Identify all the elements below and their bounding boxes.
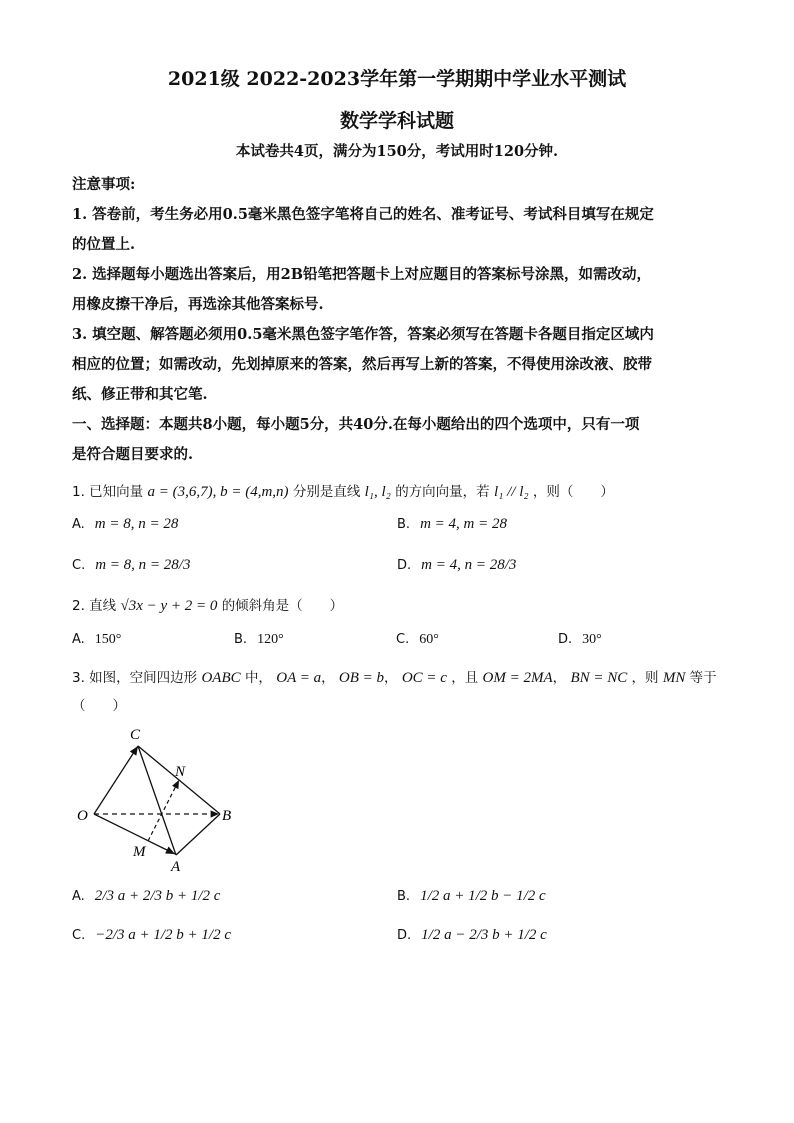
q3-option-d[interactable] [397, 921, 722, 950]
option-label: C. [72, 928, 86, 943]
option-text: m = 4, m = 28 [420, 516, 507, 532]
q1-options-row2 [72, 551, 722, 580]
option-label: A. [72, 632, 85, 647]
option-label: C. [396, 632, 410, 647]
section1-line1: 一、选择题：本题共8小题，每小题5分，共40分.在每小题给出的四个选项中，只有一项 [72, 416, 640, 433]
option-label: D. [558, 632, 573, 647]
q1-text-b: 分别是直线 [292, 484, 361, 500]
q2-option-c[interactable] [396, 626, 558, 654]
option-text: 120° [257, 632, 284, 647]
q2-text-a: 2. 直线 [72, 598, 117, 614]
label-a: A [171, 859, 181, 874]
notes-item3-line2: 相应的位置；如需改动，先划掉原来的答案，然后再写上新的答案，不得使用涂改液、胶带 [72, 356, 652, 373]
label-n: N [175, 764, 186, 780]
notes-item3-line3: 纸、修正带和其它笔. [72, 386, 208, 403]
q1-option-c[interactable] [72, 551, 397, 580]
q1-formula: a = (3,6,7), b = (4,m,n) [147, 484, 289, 500]
notes-heading: 注意事项: [72, 176, 136, 193]
q3-options-row2 [72, 921, 722, 950]
q1-lines: l₁, l₂ [364, 484, 391, 500]
q1-text-c: 的方向向量，若 [395, 484, 490, 500]
label-m: M [133, 844, 146, 860]
option-label: B. [397, 517, 411, 532]
option-label: A. [72, 889, 85, 904]
label-o: O [77, 808, 88, 824]
notes-item2-line2: 用橡皮擦干净后，再选涂其他答案标号. [72, 296, 324, 313]
edge-ab [176, 814, 220, 855]
option-text: 30° [582, 632, 602, 647]
option-text: 150° [94, 632, 122, 647]
option-label: D. [397, 558, 412, 573]
q2-option-a[interactable] [72, 626, 234, 654]
q3-target: MN [662, 670, 686, 686]
q3-text-b: 中， [244, 670, 272, 686]
option-text: 2/3 a + 2/3 b + 1/2 c [94, 888, 221, 904]
option-label: C. [72, 558, 86, 573]
notes-item3-line1: 3. 填空题、解答题必须用0.5毫米黑色签字笔作答，答案必须写在答题卡各题目指定区域内 [72, 326, 654, 343]
exam-subtitle: 本试卷共4页，满分为150分，考试用时120分钟. [235, 143, 559, 160]
option-label: A. [72, 517, 85, 532]
option-text: 1/2 a − 2/3 b + 1/2 c [421, 927, 547, 943]
q1-option-b[interactable] [397, 510, 722, 539]
q1-option-d[interactable] [397, 551, 722, 580]
notes-item2-line1: 2. 选择题每小题选出答案后，用2B铅笔把答题卡上对应题目的答案标号涂黑，如需改动， [72, 266, 652, 283]
q3-text-a: 3. 如图，空间四边形 [72, 670, 198, 686]
q3-text-e: 等于 [689, 670, 717, 686]
q1-options-row1 [72, 510, 722, 539]
q2-formula: √3x − y + 2 = 0 [120, 598, 218, 614]
q2-options-row [72, 626, 722, 654]
q2-option-d[interactable] [558, 626, 720, 654]
q3-option-a[interactable] [72, 882, 397, 911]
option-text: m = 8, n = 28/3 [95, 557, 191, 573]
q1-text-d: ，则（ ） [532, 484, 614, 500]
q3-paren: （ ） [72, 698, 126, 714]
label-b: B [222, 808, 232, 824]
section1-line2: 是符合题目要求的. [72, 446, 194, 463]
exam-title-line1: 2021级 2022-2023学年第一学期期中学业水平测试 [167, 68, 627, 90]
option-label: D. [397, 928, 412, 943]
q3-cond2: BN = NC [570, 670, 628, 686]
notes-item1-line1: 1. 答卷前，考生务必用0.5毫米黑色签字笔将自己的姓名、准考证号、考试科目填写在规定 [72, 206, 654, 223]
option-text: −2/3 a + 1/2 b + 1/2 c [95, 927, 231, 943]
option-text: 1/2 a + 1/2 b − 1/2 c [420, 888, 546, 904]
q2-text-b: 的倾斜角是（ ） [221, 598, 344, 614]
option-text: m = 4, n = 28/3 [421, 557, 517, 573]
q3-option-c[interactable] [72, 921, 397, 950]
question-1-stem [72, 478, 722, 506]
q1-condition: l₁ // l₂ [493, 484, 529, 500]
question-2-stem [72, 592, 722, 620]
notes-item1-line2: 的位置上. [72, 236, 136, 253]
q3-text-c: ，且 [451, 670, 479, 686]
exam-title-line2: 数学学科试题 [339, 110, 454, 132]
q3-vector-ob: OB = b [338, 670, 385, 686]
option-label: B. [234, 632, 248, 647]
label-c: C [130, 727, 141, 743]
q2-option-b[interactable] [234, 626, 396, 654]
question-3-stem: 3. 如图，空间四边形 OABC 中， OA = a， OB = b， OC = c ，且 OM = 2MA， BN = NC ，则 MN 等于 [72, 670, 717, 686]
q3-options-row1 [72, 882, 722, 911]
q1-text-a: 1. 已知向量 [72, 484, 144, 500]
q3-cond1: OM = 2MA [482, 670, 553, 686]
q3-vector-oa: OA = a [276, 670, 322, 686]
option-label: B. [397, 889, 411, 904]
q3-shape: OABC [201, 670, 241, 686]
edge-oc [94, 746, 138, 814]
option-text: m = 8, n = 28 [94, 516, 179, 532]
exam-page [72, 62, 722, 950]
q3-vector-oc: OC = c [401, 670, 447, 686]
option-text: 60° [419, 632, 439, 647]
q1-option-a[interactable] [72, 510, 397, 539]
tetrahedron-figure [72, 724, 242, 874]
q3-option-b[interactable] [397, 882, 722, 911]
q3-text-d: ，则 [631, 670, 659, 686]
